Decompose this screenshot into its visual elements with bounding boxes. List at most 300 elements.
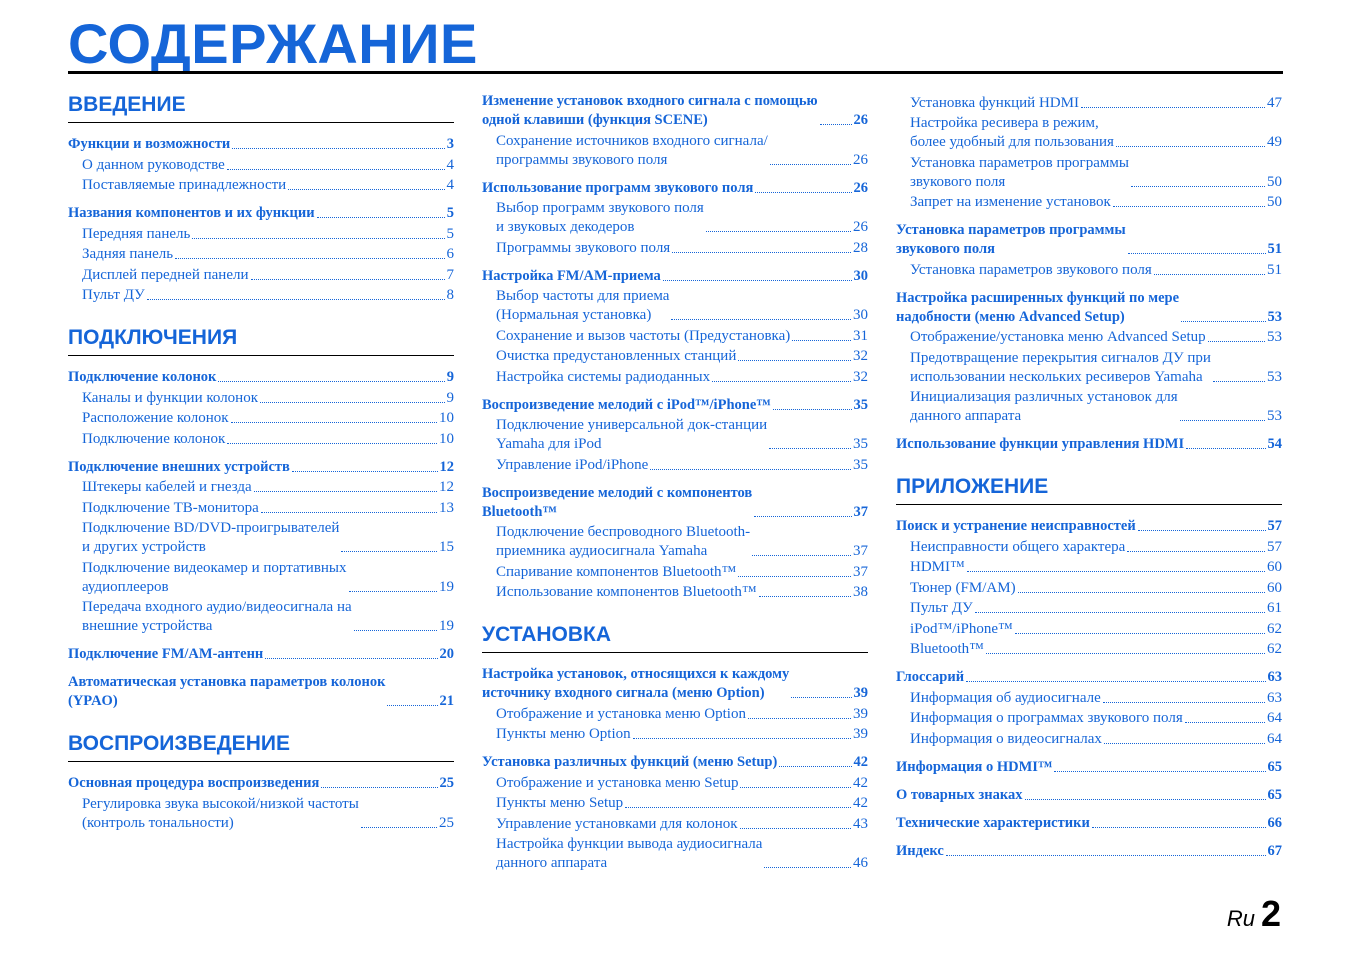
toc-entry-title: Подключение беспроводного Bluetooth- приемника аудиосигнала Yamaha	[496, 524, 751, 559]
toc-page-number: 39	[853, 685, 868, 701]
dot-leader	[633, 738, 851, 739]
toc-entry-title: Установка параметров звукового поля	[910, 261, 1152, 278]
toc-entry-sub[interactable]	[482, 794, 868, 813]
toc-entry-title: Выбор программ звукового поля и звуковых декодеров	[496, 200, 704, 235]
dot-leader	[1185, 722, 1265, 723]
dot-leader	[738, 576, 851, 577]
dot-leader	[1213, 381, 1265, 382]
toc-page-number: 19	[439, 578, 454, 595]
dot-leader	[1103, 702, 1265, 703]
dot-leader	[1054, 771, 1265, 772]
toc-page-number: 25	[439, 775, 454, 791]
toc-entry-sub[interactable]	[68, 286, 454, 305]
dot-leader	[321, 787, 437, 788]
toc-entry-sub[interactable]	[896, 538, 1282, 557]
toc-page-number: 4	[446, 156, 454, 173]
section-rule	[68, 122, 454, 123]
toc-page-number: 32	[853, 348, 868, 364]
toc-entry-sub[interactable]	[482, 835, 868, 873]
toc-entry-sub[interactable]	[896, 640, 1282, 659]
toc-page-number: 30	[853, 307, 868, 323]
toc-page-number: 3	[446, 136, 454, 152]
toc-entry-title: Настройка функции вывода аудиосигнала данного аппарата	[496, 836, 763, 871]
toc-entry-sub[interactable]	[896, 620, 1282, 639]
section-heading: ВОСПРОИЗВЕДЕНИЕ	[68, 732, 290, 755]
toc-entry-sub[interactable]	[896, 193, 1282, 212]
toc-page-number: 63	[1267, 669, 1282, 685]
toc-entry-sub[interactable]	[896, 154, 1282, 192]
toc-entry-sub[interactable]	[896, 599, 1282, 618]
toc-entry-sub[interactable]	[68, 559, 454, 597]
toc-page-number: 26	[853, 151, 868, 168]
toc-page-number: 42	[853, 774, 868, 791]
dot-leader	[1186, 448, 1265, 449]
section-rule	[68, 355, 454, 356]
toc-page-number: 51	[1267, 261, 1282, 278]
toc-entry-sub[interactable]	[896, 388, 1282, 426]
toc-entry-main[interactable]	[482, 396, 868, 415]
toc-entry-main[interactable]	[482, 665, 868, 703]
toc-page-number: 51	[1267, 241, 1282, 257]
toc-page-number: 53	[1267, 329, 1282, 345]
toc-page-number: 10	[439, 430, 454, 447]
section-heading: ВВЕДЕНИЕ	[68, 93, 186, 116]
toc-page-number: 39	[853, 705, 868, 722]
toc-entry-sub[interactable]	[482, 287, 868, 325]
dot-leader	[755, 192, 851, 193]
toc-entry-main[interactable]	[68, 458, 454, 477]
toc-entry-sub[interactable]	[896, 328, 1282, 347]
toc-entry-title: Подключение колонок	[68, 369, 217, 385]
toc-page-number: 53	[1267, 368, 1282, 385]
toc-page-number: 64	[1267, 730, 1282, 747]
dot-leader	[1116, 146, 1265, 147]
toc-entry-sub[interactable]	[896, 261, 1282, 280]
toc-entry-title: Управление iPod/iPhone	[496, 456, 649, 473]
toc-page-number: 5	[446, 225, 454, 242]
toc-page-number: 21	[439, 693, 454, 709]
toc-entry-main[interactable]	[68, 774, 454, 793]
toc-entry-main[interactable]	[896, 786, 1282, 805]
toc-page-number: 66	[1267, 814, 1282, 831]
toc-entry-title: Настройка ресивера в режим, более удобный для пользования	[910, 115, 1114, 150]
toc-page-number: 62	[1267, 620, 1282, 637]
toc-entry-title: Пульт ДУ	[82, 287, 145, 303]
toc-entry-title: Основная процедура воспроизведения	[68, 775, 320, 791]
dot-leader	[387, 705, 437, 706]
toc-entry-title: iPod™/iPhone™	[910, 620, 1013, 637]
toc-entry-title: Управление установками для колонок	[496, 815, 738, 832]
toc-entry-title: Информация о программах звукового поля	[910, 710, 1183, 726]
toc-entry-title: Использование компонентов Bluetooth™	[496, 584, 757, 600]
toc-entry-title: Подключение универсальной док-станции Yamaha для iPod	[496, 417, 768, 452]
dot-leader	[288, 189, 444, 190]
dot-leader	[1113, 206, 1265, 207]
toc-entry-title: Задняя панель	[82, 246, 174, 262]
toc-entry-title: Предотвращение перекрытия сигналов ДУ при использовании нескольких ресиверов Yamaha	[910, 349, 1211, 385]
toc-entry-title: Настройка установок, относящихся к каждому источнику входного сигнала (меню Option)	[482, 666, 790, 701]
toc-page-number: 39	[853, 726, 868, 742]
toc-entry-sub[interactable]	[482, 563, 868, 582]
toc-entry-sub[interactable]	[68, 430, 454, 449]
dot-leader	[946, 855, 1266, 856]
toc-page-number: 4	[446, 177, 454, 193]
toc-entry-title: Пункты меню Setup	[496, 795, 624, 811]
toc-entry-sub[interactable]	[896, 689, 1282, 708]
toc-entry-title: Информация о видеосигналах	[910, 730, 1102, 747]
toc-entry-sub[interactable]	[482, 725, 868, 744]
dot-leader	[1015, 633, 1265, 634]
language-code: Ru	[1226, 906, 1255, 931]
toc-entry-title: Запрет на изменение установок	[910, 194, 1111, 210]
toc-entry-main[interactable]	[896, 517, 1282, 536]
toc-entry-title: Регулировка звука высокой/низкой частоты (контроль тональности)	[82, 795, 359, 831]
toc-entry-sub[interactable]	[896, 94, 1282, 113]
toc-entry-sub[interactable]	[896, 114, 1282, 152]
dot-leader	[770, 164, 851, 165]
toc-column-2	[482, 92, 868, 873]
dot-leader	[254, 491, 437, 492]
toc-page-number: 50	[1267, 173, 1282, 190]
toc-entry-sub[interactable]	[68, 499, 454, 518]
toc-entry-title: Подключение колонок	[82, 430, 226, 447]
toc-entry-main[interactable]	[896, 668, 1282, 687]
toc-entry-title: Программы звукового поля	[496, 239, 671, 256]
toc-entry-title: Передача входного аудио/видеосигнала на внешние устройства	[82, 599, 352, 634]
toc-entry-title: Подключение ТВ-монитора	[82, 499, 259, 516]
toc-entry-sub[interactable]	[482, 368, 868, 387]
toc-page-number: 49	[1267, 134, 1282, 150]
dot-leader	[1208, 341, 1265, 342]
toc-page-number: 30	[853, 267, 868, 284]
dot-leader	[1104, 743, 1265, 744]
toc-entry-main[interactable]	[68, 368, 454, 387]
dot-leader	[292, 471, 438, 472]
dot-leader	[967, 571, 1265, 572]
toc-column-1	[68, 88, 454, 833]
toc-entry-sub[interactable]	[896, 579, 1282, 598]
dot-leader	[663, 280, 852, 281]
toc-page-number: 61	[1267, 600, 1282, 616]
toc-entry-main[interactable]	[482, 753, 868, 772]
toc-page-number: 19	[439, 618, 454, 634]
toc-page-number: 53	[1267, 408, 1282, 424]
toc-entry-main[interactable]	[482, 484, 868, 522]
toc-page-number: 6	[446, 246, 454, 262]
toc-entry-sub[interactable]	[482, 583, 868, 602]
toc-entry-sub[interactable]	[68, 409, 454, 428]
toc-entry-sub[interactable]	[896, 709, 1282, 728]
toc-entry-main[interactable]	[482, 92, 868, 130]
toc-entry-main[interactable]	[68, 673, 454, 711]
dot-leader	[1128, 253, 1266, 254]
toc-page-number: 13	[439, 499, 454, 516]
dot-leader	[706, 231, 851, 232]
toc-page-number: 37	[853, 563, 868, 580]
toc-entry-title: Bluetooth™	[910, 641, 984, 657]
dot-leader	[625, 807, 851, 808]
toc-page-number: 67	[1267, 842, 1282, 859]
toc-entry-title: Индекс	[896, 842, 944, 859]
dot-leader	[231, 422, 437, 423]
toc-entry-title: Пульт ДУ	[910, 600, 973, 616]
toc-entry-title: Настройка FM/AM-приема	[482, 267, 661, 284]
toc-entry-sub[interactable]	[68, 156, 454, 175]
toc-entry-title: Отображение и установка меню Option	[496, 705, 746, 722]
toc-entry-title: Функции и возможности	[68, 136, 231, 152]
toc-page-number: 26	[853, 219, 868, 235]
toc-entry-title: Расположение колонок	[82, 410, 229, 426]
dot-leader	[341, 551, 437, 552]
dot-leader	[712, 381, 851, 382]
toc-entry-main[interactable]	[896, 221, 1282, 259]
dot-leader	[232, 148, 444, 149]
dot-leader	[740, 828, 851, 829]
toc-page-number: 60	[1267, 579, 1282, 596]
toc-page-number: 64	[1267, 710, 1282, 726]
section-heading: ПОДКЛЮЧЕНИЯ	[68, 326, 238, 349]
toc-entry-sub[interactable]	[482, 239, 868, 258]
toc-entry-sub[interactable]	[482, 815, 868, 834]
page-number: 2	[1260, 893, 1281, 934]
dot-leader	[361, 827, 437, 828]
dot-leader	[1018, 592, 1265, 593]
dot-leader	[1138, 530, 1266, 531]
toc-entry-sub[interactable]	[482, 456, 868, 475]
toc-page-number: 25	[439, 814, 454, 831]
toc-entry-title: Подключение BD/DVD-проигрывателей и других устройств	[82, 520, 340, 555]
toc-entry-title: Отображение и установка меню Setup	[496, 774, 739, 791]
toc-entry-sub[interactable]	[896, 349, 1282, 387]
toc-page-number: 62	[1267, 641, 1282, 657]
dot-leader	[175, 258, 444, 259]
toc-entry-title: Сохранение и вызов частоты (Предустановка)	[496, 327, 791, 344]
toc-page-number: 12	[439, 458, 454, 475]
toc-entry-title: Глоссарий	[896, 669, 965, 685]
toc-page-number: 65	[1267, 786, 1282, 803]
toc-entry-sub[interactable]	[482, 774, 868, 793]
dot-leader	[227, 169, 445, 170]
toc-entry-title: Информация о HDMI™	[896, 758, 1053, 775]
toc-entry-sub[interactable]	[482, 132, 868, 170]
dot-leader	[754, 516, 851, 517]
toc-entry-title: О данном руководстве	[82, 156, 225, 173]
toc-page-number: 38	[853, 584, 868, 600]
toc-entry-sub[interactable]	[68, 266, 454, 285]
toc-entry-title: Каналы и функции колонок	[82, 389, 258, 406]
toc-entry-title: Отображение/установка меню Advanced Setup	[910, 329, 1206, 345]
toc-entry-title: Изменение установок входного сигнала с помощью одной клавиши (функция SCENE)	[482, 93, 818, 128]
toc-entry-title: Пункты меню Option	[496, 726, 631, 742]
dot-leader	[1131, 186, 1265, 187]
toc-entry-title: Установка параметров программы звукового поля	[910, 154, 1129, 190]
toc-entry-title: Использование функции управления HDMI	[896, 436, 1185, 452]
toc-page-number: 35	[853, 396, 868, 413]
page-title: СОДЕРЖАНИЕ	[68, 12, 478, 75]
toc-entry-title: Тюнер (FM/AM)	[910, 579, 1016, 596]
dot-leader	[671, 319, 851, 320]
toc-entry-sub[interactable]	[68, 389, 454, 408]
toc-page-number: 53	[1267, 308, 1282, 325]
toc-column-3	[896, 92, 1282, 861]
page-footer	[1227, 893, 1281, 935]
toc-entry-sub[interactable]	[68, 176, 454, 195]
toc-page-number: 20	[439, 646, 454, 662]
toc-entry-title: Автоматическая установка параметров колонок (YPAO)	[68, 674, 386, 709]
toc-page-number: 42	[853, 795, 868, 811]
toc-entry-title: Установка параметров программы звукового поля	[896, 222, 1126, 257]
dot-leader	[740, 787, 851, 788]
toc-entry-title: Использование программ звукового поля	[482, 179, 754, 196]
toc-page-number: 9	[446, 389, 454, 406]
dot-leader	[251, 279, 445, 280]
toc-entry-sub[interactable]	[482, 347, 868, 366]
dot-leader	[672, 252, 851, 253]
toc-entry-main[interactable]	[896, 435, 1282, 454]
toc-page-number: 46	[853, 855, 868, 871]
toc-entry-sub[interactable]	[68, 519, 454, 557]
toc-entry-main[interactable]	[896, 814, 1282, 833]
toc-page-number: 54	[1267, 436, 1282, 452]
toc-page-number: 26	[853, 179, 868, 196]
toc-entry-sub[interactable]	[68, 795, 454, 833]
dot-leader	[349, 591, 437, 592]
toc-entry-main[interactable]	[896, 758, 1282, 777]
toc-entry-title: HDMI™	[910, 559, 965, 575]
dot-leader	[192, 238, 444, 239]
toc-entry-sub[interactable]	[68, 478, 454, 497]
dot-leader	[1092, 827, 1266, 828]
toc-entry-title: Дисплей передней панели	[82, 266, 249, 283]
dot-leader	[966, 681, 1265, 682]
toc-entry-title: Поставляемые принадлежности	[82, 177, 287, 193]
toc-entry-title: Технические характеристики	[896, 814, 1090, 831]
toc-entry-sub[interactable]	[482, 199, 868, 237]
toc-page-number: 57	[1267, 518, 1282, 534]
dot-leader	[260, 402, 445, 403]
toc-page-number: 10	[439, 410, 454, 426]
dot-leader	[1025, 799, 1266, 800]
toc-page-number: 50	[1267, 194, 1282, 210]
toc-entry-sub[interactable]	[68, 245, 454, 264]
dot-leader	[773, 409, 852, 410]
toc-entry-title: Очистка предустановленных станций	[496, 348, 737, 364]
toc-entry-title: Подключение видеокамер и портативных аудиоплееров	[82, 559, 347, 595]
toc-entry-sub[interactable]	[896, 730, 1282, 749]
dot-leader	[975, 612, 1265, 613]
toc-entry-title: Сохранение источников входного сигнала/ программы звукового поля	[496, 132, 768, 168]
toc-entry-sub[interactable]	[896, 558, 1282, 577]
toc-page-number: 47	[1267, 94, 1282, 111]
toc-entry-title: Неисправности общего характера	[910, 538, 1126, 555]
toc-entry-title: Настройка расширенных функций по мере надобности (меню Advanced Setup)	[896, 289, 1180, 325]
toc-page-number: 8	[446, 287, 454, 303]
section-rule	[482, 652, 868, 653]
dot-leader	[792, 340, 851, 341]
toc-page-number: 57	[1267, 538, 1282, 555]
toc-page-number: 15	[439, 539, 454, 555]
section-heading: УСТАНОВКА	[482, 623, 612, 646]
dot-leader	[265, 658, 437, 659]
toc-entry-main[interactable]	[68, 204, 454, 223]
section-rule	[896, 504, 1282, 505]
toc-entry-main[interactable]	[68, 645, 454, 664]
dot-leader	[738, 360, 851, 361]
toc-entry-main[interactable]	[482, 179, 868, 198]
dot-leader	[147, 299, 445, 300]
toc-entry-title: Выбор частоты для приема (Нормальная установка)	[496, 288, 670, 323]
dot-leader	[764, 867, 851, 868]
dot-leader	[752, 555, 851, 556]
section-rule	[68, 761, 454, 762]
toc-entry-sub[interactable]	[68, 225, 454, 244]
dot-leader	[820, 124, 852, 125]
toc-entry-title: Названия компонентов и их функции	[68, 205, 315, 221]
toc-entry-title: Спаривание компонентов Bluetooth™	[496, 563, 737, 580]
toc-entry-title: Настройка системы радиоданных	[496, 368, 711, 385]
toc-entry-main[interactable]	[896, 842, 1282, 861]
dot-leader	[261, 512, 437, 513]
toc-page-number: 28	[853, 239, 868, 256]
toc-page-number: 31	[853, 327, 868, 344]
toc-page-number: 32	[853, 368, 868, 385]
dot-leader	[1081, 107, 1265, 108]
toc-entry-main[interactable]	[896, 289, 1282, 327]
toc-page-number: 37	[853, 503, 868, 520]
toc-entry-title: Подключение внешних устройств	[68, 458, 290, 475]
toc-entry-sub[interactable]	[482, 705, 868, 724]
toc-page-number: 35	[853, 456, 868, 473]
dot-leader	[227, 443, 437, 444]
toc-page-number: 9	[446, 369, 454, 385]
toc-entry-sub[interactable]	[482, 327, 868, 346]
toc-page-number: 37	[853, 543, 868, 559]
toc-page-number: 7	[446, 266, 454, 283]
toc-entry-sub[interactable]	[68, 598, 454, 636]
toc-page-number: 12	[439, 479, 454, 495]
dot-leader	[354, 630, 437, 631]
toc-page-number: 60	[1267, 559, 1282, 575]
toc-entry-main[interactable]	[68, 135, 454, 154]
toc-page-number: 26	[853, 112, 868, 128]
toc-entry-sub[interactable]	[482, 523, 868, 561]
dot-leader	[218, 381, 444, 382]
toc-page-number: 43	[853, 815, 868, 832]
toc-page-number: 65	[1267, 758, 1282, 775]
toc-entry-main[interactable]	[482, 267, 868, 286]
toc-page-number: 5	[446, 205, 454, 221]
dot-leader	[986, 653, 1265, 654]
dot-leader	[650, 469, 851, 470]
toc-entry-title: Штекеры кабелей и гнезда	[82, 479, 252, 495]
title-rule	[68, 71, 1283, 74]
dot-leader	[791, 697, 851, 698]
dot-leader	[779, 766, 851, 767]
toc-entry-title: Установка различных функций (меню Setup)	[482, 754, 778, 770]
toc-entry-title: Поиск и устранение неисправностей	[896, 518, 1136, 534]
dot-leader	[1181, 321, 1265, 322]
dot-leader	[748, 718, 851, 719]
dot-leader	[759, 596, 851, 597]
dot-leader	[1127, 551, 1265, 552]
toc-entry-sub[interactable]	[482, 416, 868, 454]
toc-page-number: 42	[853, 754, 868, 770]
toc-entry-title: Передняя панель	[82, 225, 191, 242]
dot-leader	[317, 217, 445, 218]
toc-entry-title: Подключение FM/AM-антенн	[68, 646, 264, 662]
dot-leader	[769, 448, 851, 449]
toc-page-number: 35	[853, 436, 868, 452]
